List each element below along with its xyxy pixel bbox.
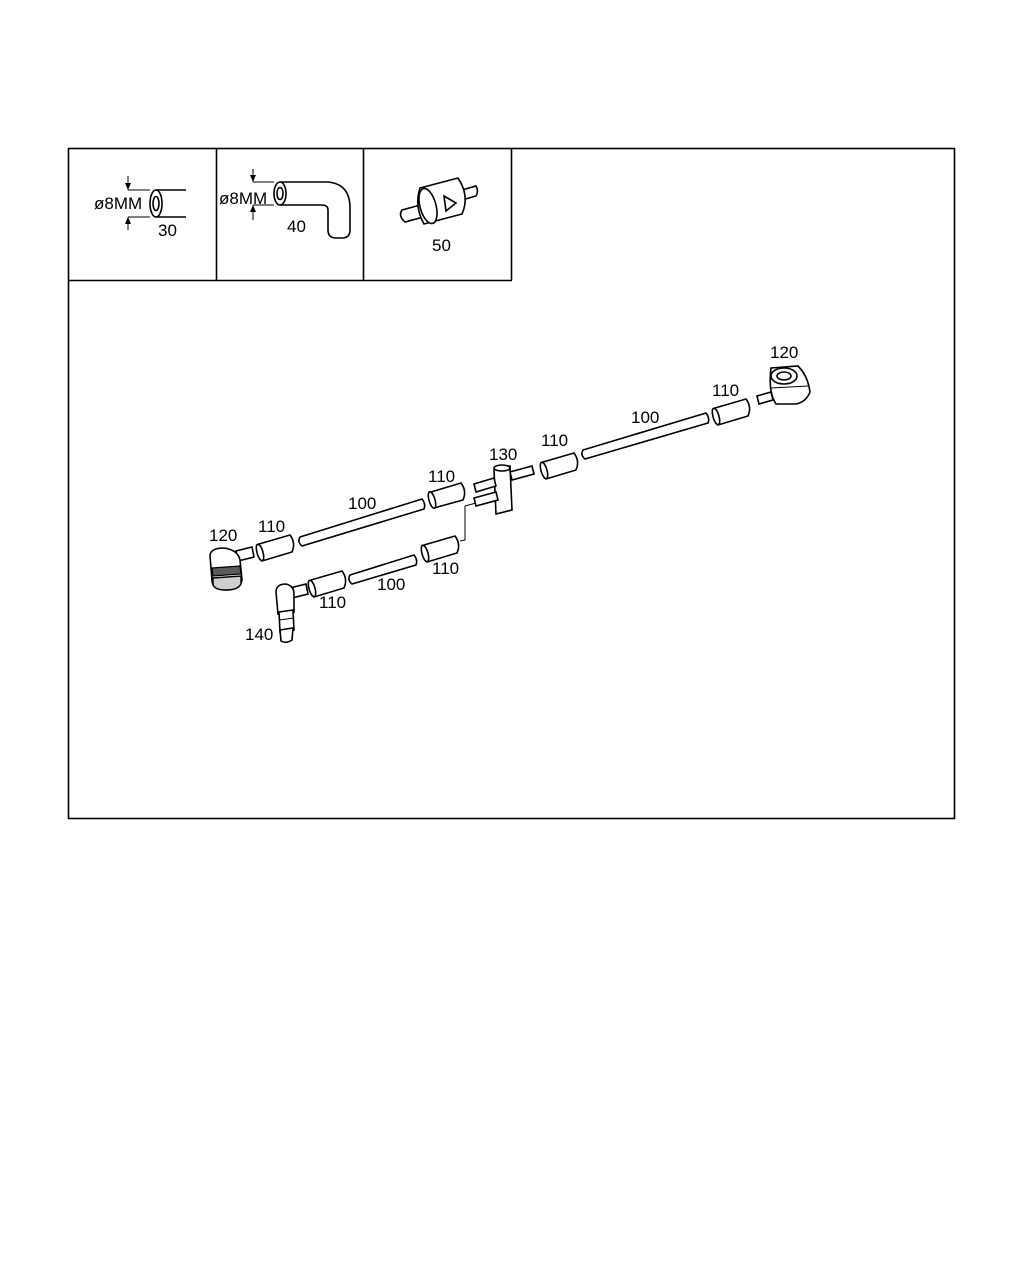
- legend-item-50: [401, 178, 478, 255]
- sleeve-110-mid: [427, 483, 465, 509]
- callout-110-r1: 110: [712, 381, 740, 400]
- callout-100-lower: 100: [377, 575, 406, 594]
- legend-label-50: 50: [432, 236, 451, 255]
- nozzle-120-right: [757, 366, 810, 404]
- nozzle-120-left: [210, 547, 254, 590]
- legend-dimension-40: ø8MM: [219, 189, 268, 208]
- sleeve-110-left: [255, 535, 294, 561]
- callout-100-upper-right: 100: [631, 408, 660, 427]
- callout-110-lower-left: 110: [319, 593, 347, 612]
- branch-line: [460, 503, 476, 541]
- callout-110-lower-right: 110: [432, 559, 460, 578]
- t-connector-130: [474, 465, 534, 514]
- legend-item-30: [94, 176, 186, 240]
- callout-110-mid: 110: [428, 467, 456, 486]
- callout-120-left: 120: [209, 526, 238, 545]
- legend-label-40: 40: [287, 217, 306, 236]
- callout-110-left: 110: [258, 517, 286, 536]
- callout-120-right: 120: [770, 343, 799, 362]
- sleeve-110-r1: [711, 399, 750, 425]
- callout-130: 130: [489, 445, 518, 464]
- legend-dimension-30: ø8MM: [94, 194, 143, 213]
- check-valve-icon: [401, 178, 478, 225]
- callout-110-r2: 110: [541, 431, 569, 450]
- sleeve-110-r2: [539, 453, 578, 479]
- washer-line-assembly: [209, 343, 810, 644]
- legend-item-40: [219, 169, 350, 238]
- callout-140: 140: [245, 625, 274, 644]
- callout-100-upper-left: 100: [348, 494, 377, 513]
- legend-label-30: 30: [158, 221, 177, 240]
- elbow-connector-140: [276, 584, 308, 642]
- legend-panel: [68, 148, 512, 281]
